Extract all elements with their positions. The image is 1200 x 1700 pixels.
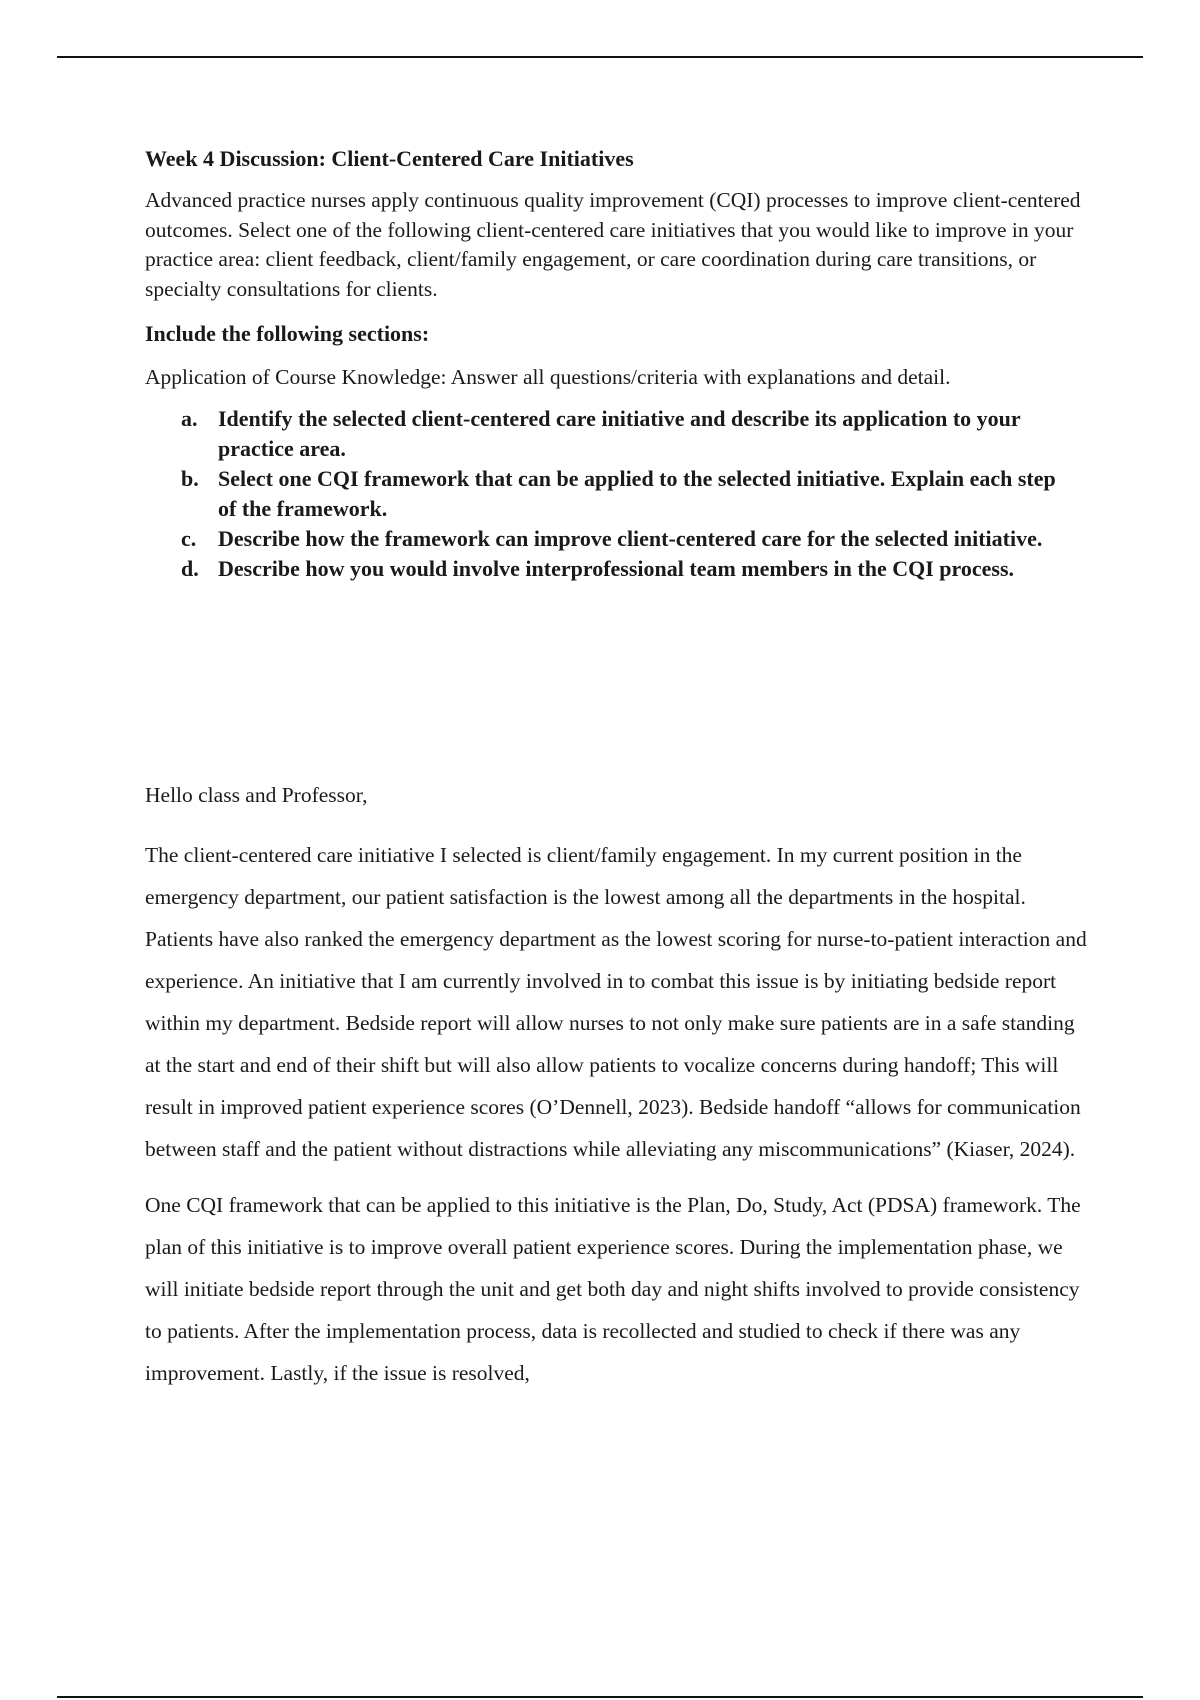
response-paragraph: One CQI framework that can be applied to this initiative is the Plan, Do, Study, Act (PDSA) framework. The plan of this initiative is to improve overall patient experience scores. During the implementation phase, we will initiate bedside report through the unit and get both day and night shifts involved to provide consistency to patients. After the implementation process, data is recollected and studied to check if there was any improvement. Lastly, if the issue is resolved, <box>145 1193 1081 1385</box>
sections-heading: Include the following sections: <box>145 321 430 346</box>
application-instructions: Application of Course Knowledge: Answer all questions/criteria with explanations and detail. <box>145 365 951 389</box>
criteria-marker: a. <box>181 406 198 431</box>
response-paragraph: The client-centered care initiative I selected is client/family engagement. In my current position in the emergency department, our patient satisfaction is the lowest among all the departments in the hospital. Patients have also ranked the emergency department as the lowest scoring for nurse-to-patient interaction and experience. An initiative that I am currently involved in to combat this issue is by initiating bedside report within my department. Bedside report will allow nurses to not only make sure patients are in a safe standing at the start and end of their shift but will also allow patients to vocalize concerns during handoff; This will result in improved patient experience scores (O’Dennell, 2023). Bedside handoff “allows for communication between staff and the patient without distractions while alleviating any miscommunications” (Kiaser, 2024). <box>145 843 1087 1161</box>
header-rule <box>57 56 1143 58</box>
criteria-item <box>145 404 1095 464</box>
criteria-marker: d. <box>181 556 199 581</box>
assignment-prompt <box>145 144 1095 584</box>
criteria-item <box>145 524 1095 554</box>
page-title: Week 4 Discussion: Client-Centered Care Initiatives <box>145 146 634 171</box>
criteria-text: Describe how the framework can improve client-centered care for the selected initiative. <box>218 526 1043 551</box>
criteria-text: Describe how you would involve interprofessional team members in the CQI process. <box>218 556 1015 581</box>
criteria-marker: b. <box>181 466 199 491</box>
criteria-list <box>145 404 1095 584</box>
assignment-intro: Advanced practice nurses apply continuous quality improvement (CQI) processes to improve client-centered outcomes. Select one of the following client-centered care initiatives that you would like to improve in your practice area: client feedback, client/family engagement, or care coordination during care transitions, or specialty consultations for clients. <box>145 188 1081 301</box>
criteria-marker: c. <box>181 526 197 551</box>
criteria-item <box>145 554 1095 584</box>
criteria-text: Identify the selected client-centered care initiative and describe its application to your practice area. <box>218 406 1021 461</box>
discussion-response <box>145 780 1095 1408</box>
criteria-text: Select one CQI framework that can be applied to the selected initiative. Explain each step of the framework. <box>218 466 1056 521</box>
footer-rule <box>57 1696 1143 1698</box>
criteria-item <box>145 464 1095 524</box>
greeting: Hello class and Professor, <box>145 783 368 807</box>
